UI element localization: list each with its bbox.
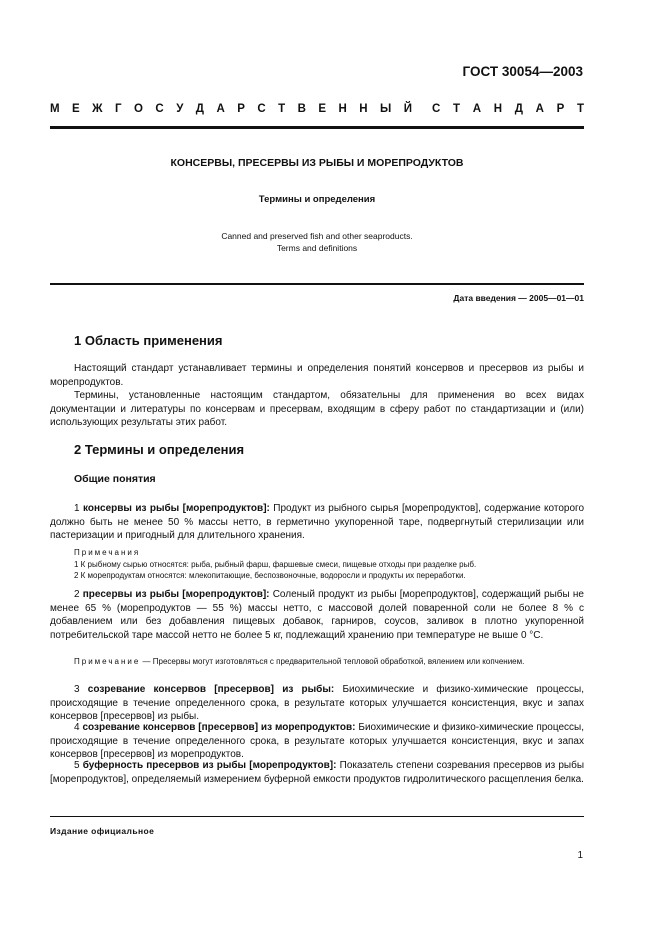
banner-letter: Н [493,103,503,115]
note-2: 2 К морепродуктам относятся: млекопитающие, беспозвоночные, водоросли и продукты их переработки. [74,571,466,580]
term-2-number: 2 [74,589,80,600]
section1-paragraph-2: Термины, установленные настоящим стандартом, обязательны для применения во всех видах документации и литературы по консервам и пресервам, входящим в сферу работ по стандартизации и (или) использующих результаты этих работ. [50,390,584,428]
term-4-definition: Биохимические и физико-химические процессы, происходящие в течение определенного срока, в результате которых улучшается консистенция, вкус и запах консервов [пресервов] из морепродуктов. [50,722,585,760]
banner-letter: Й [403,103,412,115]
banner-letter: А [535,103,544,115]
term-3-definition: Биохимические и физико-химические процессы, происходящие в течение определенного срока, в результате которых улучшается консистенция, вкус и запах консервов [пресервов] из рыбы. [50,684,585,722]
banner-letter: Н [359,103,368,115]
term-2-definition: Соленый продукт из рыбы [морепродуктов], содержащий рыбы не менее 65 % (морепродуктов — 55 %) массы нетто, с массовой долей поваренной соли не более 8 % с добавлением или без добавления пищевых добавок, гарниров, соусов, заливок в плотно укупоренной потребительской таре массой нетто не более 5 кг, подлежащий хранению при температуре не выше 0 °С. [50,589,584,641]
term-1-number: 1 [74,503,80,514]
term-2 [50,588,584,642]
banner-word-interstate [50,103,412,115]
note-text: — Пресервы могут изготовляться с предварительной тепловой обработкой, вялением или копчением. [142,657,525,666]
banner-letter: Ы [380,103,392,115]
general-concepts-subheading: Общие понятия [74,473,156,485]
footer-rule [50,816,584,817]
section1-heading: 1 Область применения [74,333,223,348]
banner-letter: А [472,103,482,115]
header-rule [50,126,584,129]
banner-word-standard [432,103,584,115]
term-1 [50,502,584,543]
banner-letter: Р [237,103,245,115]
banner-letter: Т [576,103,584,115]
banner-letter: Г [115,103,122,115]
banner-letter: О [134,103,143,115]
banner-letter: Ж [92,103,103,115]
banner-letter: С [432,103,441,115]
title-rule [50,283,584,285]
document-subtitle: Термины и определения [258,194,376,205]
banner-letter: А [216,103,225,115]
term-5-name: буферность пресервов из рыбы [морепродуктов]: [82,760,337,771]
english-title-line1: Canned and preserved fish and other seaproducts. [221,231,413,241]
interstate-standard-banner [50,103,584,115]
introduction-date: Дата введения — 2005—01—01 [453,293,584,303]
note-1: 1 К рыбному сырью относятся: рыба, рыбный фарш, фаршевые смеси, пищевые отходы при разделке рыб. [74,559,477,569]
term-5 [50,759,584,786]
banner-letter: Н [338,103,347,115]
official-edition-label: Издание официальное [50,826,155,836]
term-1-name: консервы из рыбы [морепродуктов]: [82,503,270,514]
term-2-name: пресервы из рыбы [морепродуктов]: [82,589,270,600]
term-3 [50,683,584,724]
term-4-number: 4 [74,722,80,733]
banner-letter: Д [195,103,204,115]
english-title-line2: Terms and definitions [276,243,358,253]
standard-code: ГОСТ 30054—2003 [462,64,583,79]
banner-letter: М [50,103,60,115]
banner-letter: Р [556,103,565,115]
section1-paragraph-1: Настоящий стандарт устанавливает термины и определения понятий консервов и пресервов из рыбы и морепродуктов. [50,363,584,388]
banner-letter: Т [278,103,286,115]
term-3-number: 3 [74,684,80,695]
banner-letter: Т [453,103,461,115]
banner-letter: Е [72,103,80,115]
term-3-name: созревание консервов [пресервов] из рыбы: [87,684,335,695]
banner-letter: В [297,103,306,115]
term-1-definition: Продукт из рыбного сырья [морепродуктов], содержание которого должно быть не менее 50 % массы нетто, в герметично укупоренной таре, подвергнутый стерилизации или пастеризации и пригодный для длительного хранения. [50,503,585,541]
banner-letter: У [176,103,184,115]
notes-label: Примечания [74,548,141,557]
term-4-name: созревание консервов [пресервов] из морепродуктов: [82,722,356,733]
banner-letter: Е [318,103,327,115]
note-term-2 [50,656,584,668]
term-5-number: 5 [74,760,80,771]
term-5-definition: Показатель степени созревания пресервов из рыбы [морепродуктов], определяемый измерением буферной емкости продуктов гидролитического расщепления белка. [50,760,585,785]
page-number: 1 [577,850,583,861]
english-title [50,230,584,254]
document-title: КОНСЕРВЫ, ПРЕСЕРВЫ ИЗ РЫБЫ И МОРЕПРОДУКТОВ [170,157,464,169]
banner-letter: Д [514,103,523,115]
banner-letter: С [155,103,164,115]
note-label: Примечание [74,657,141,666]
notes-block-1 [74,547,584,582]
section2-heading: 2 Термины и определения [74,442,245,457]
term-4 [50,721,584,762]
banner-letter: С [257,103,266,115]
